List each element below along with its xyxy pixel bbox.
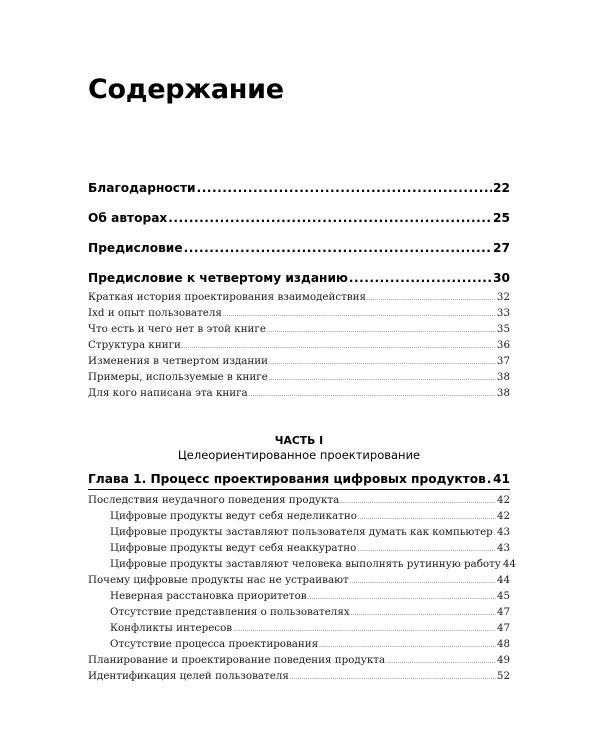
part-label: ЧАСТЬ I	[274, 434, 324, 447]
toc-entry-page: 42	[496, 494, 510, 506]
toc-entry-title: Отсутствие процесса проектирования	[110, 638, 319, 650]
toc-entry-page: 37	[496, 355, 510, 367]
dot-leader	[269, 355, 496, 367]
toc-subentry[interactable]	[88, 670, 510, 682]
dot-leader	[494, 526, 496, 538]
toc-entry-title: Планирование и проектирование поведения продукта	[88, 654, 386, 666]
toc-entry-title: Для кого написана эта книга	[88, 387, 248, 399]
toc-entry-page: 49	[496, 654, 510, 666]
toc-entry-page: 45	[496, 590, 510, 602]
dot-leader	[184, 241, 492, 255]
toc-entry-title: Предисловие	[88, 241, 183, 255]
toc-entry-page: 43	[496, 542, 510, 554]
dot-leader	[182, 339, 496, 351]
toc-subentry[interactable]	[110, 510, 510, 522]
dot-leader	[319, 638, 496, 650]
toc-entry-title: Ixd и опыт пользователя	[88, 307, 222, 319]
dot-leader	[350, 574, 496, 586]
dot-leader	[168, 211, 492, 225]
toc-entry-title: Примеры, используемые в книге	[88, 371, 268, 383]
dot-leader	[358, 510, 496, 522]
toc-entry-title: Структура книги	[88, 339, 181, 351]
toc-entry-page: 27	[493, 241, 510, 255]
toc-entry-title: Цифровые продукты заставляют пользователя думать как компьютер	[110, 526, 493, 538]
chapter-rule	[88, 489, 510, 490]
toc-entry-acknowledgements[interactable]	[88, 181, 510, 195]
dot-leader	[290, 670, 496, 682]
toc-entry-title: Благодарности	[88, 181, 196, 195]
toc-entry-title: Изменения в четвертом издании	[88, 355, 269, 367]
toc-entry-page: 32	[496, 291, 510, 303]
toc-entry-page: 38	[496, 387, 510, 399]
toc-entry-title: Краткая история проектирования взаимодействия	[88, 291, 366, 303]
toc-entry-about-authors[interactable]	[88, 211, 510, 225]
toc-subentry[interactable]	[88, 323, 510, 335]
dot-leader	[367, 291, 496, 303]
dot-leader	[487, 472, 492, 486]
dot-leader	[349, 271, 492, 285]
toc-entry-page: 35	[496, 323, 510, 335]
toc-subentry[interactable]	[88, 371, 510, 383]
toc-entry-page: 42	[496, 510, 510, 522]
dot-leader	[197, 181, 492, 195]
toc-entry-title: Цифровые продукты ведут себя неделикатно	[110, 510, 357, 522]
toc-entry-title: Глава 1. Процесс проектирования цифровых продуктов	[88, 472, 486, 486]
toc-subentry[interactable]	[88, 307, 510, 319]
dot-leader	[267, 323, 496, 335]
page-title: Содержание	[88, 74, 284, 105]
dot-leader	[357, 542, 496, 554]
toc-subentry[interactable]	[88, 355, 510, 367]
toc-entry-title: Почему цифровые продукты нас не устраивают	[88, 574, 349, 586]
toc-subentry[interactable]	[110, 622, 510, 634]
toc-entry-page: 36	[496, 339, 510, 351]
toc-entry-title: Неверная расстановка приоритетов	[110, 590, 307, 602]
toc-entry-title: Последствия неудачного поведения продукта	[88, 494, 340, 506]
toc-entry-title: Предисловие к четвертому изданию	[88, 271, 348, 285]
toc-entry-fourth-edition-preface[interactable]	[88, 271, 510, 285]
toc-entry-page: 47	[496, 622, 510, 634]
toc-subentry[interactable]	[110, 638, 510, 650]
toc-entry-page: 22	[493, 181, 510, 195]
dot-leader	[233, 622, 496, 634]
toc-entry-title: Отсутствие представления о пользователях	[110, 606, 350, 618]
toc-subentry[interactable]	[88, 291, 510, 303]
toc-subentry[interactable]	[88, 339, 510, 351]
dot-leader	[269, 371, 496, 383]
toc-entry-preface[interactable]	[88, 241, 510, 255]
toc-entry-title: Об авторах	[88, 211, 168, 225]
toc-entry-title: Цифровые продукты ведут себя неаккуратно	[110, 542, 357, 554]
part-title: Целеориентированное проектирование	[177, 448, 421, 462]
dot-leader	[351, 606, 496, 618]
toc-entry-page: 52	[496, 670, 510, 682]
toc-subentry[interactable]	[110, 590, 510, 602]
toc-entry-page: 41	[493, 472, 510, 486]
toc-subentry[interactable]	[110, 542, 510, 554]
toc-entry-title: Идентификация целей пользователя	[88, 670, 289, 682]
toc-subentry[interactable]	[88, 654, 510, 666]
toc-subentry[interactable]	[110, 606, 510, 618]
toc-entry-page: 47	[496, 606, 510, 618]
toc-entry-page: 43	[496, 526, 510, 538]
dot-leader	[340, 494, 496, 506]
toc-entry-title: Цифровые продукты заставляют человека выполнять рутинную работу	[110, 558, 501, 570]
toc-subentry[interactable]	[88, 387, 510, 399]
toc-entry-page: 44	[502, 558, 516, 570]
toc-entry-page: 48	[496, 638, 510, 650]
toc-entry-page: 25	[493, 211, 510, 225]
dot-leader	[223, 307, 496, 319]
toc-entry-page: 33	[496, 307, 510, 319]
toc-entry-title: Конфликты интересов	[110, 622, 233, 634]
toc-entry-page: 44	[496, 574, 510, 586]
toc-subentry[interactable]	[110, 526, 510, 538]
toc-subentry[interactable]	[88, 574, 510, 586]
toc-entry-page: 30	[493, 271, 510, 285]
toc-subentry[interactable]	[110, 558, 516, 570]
dot-leader	[249, 387, 496, 399]
toc-subentry[interactable]	[88, 494, 510, 506]
toc-entry-page: 38	[496, 371, 510, 383]
dot-leader	[386, 654, 496, 666]
dot-leader	[308, 590, 496, 602]
toc-entry-chapter-1[interactable]	[88, 472, 510, 486]
toc-entry-title: Что есть и чего нет в этой книге	[88, 323, 266, 335]
